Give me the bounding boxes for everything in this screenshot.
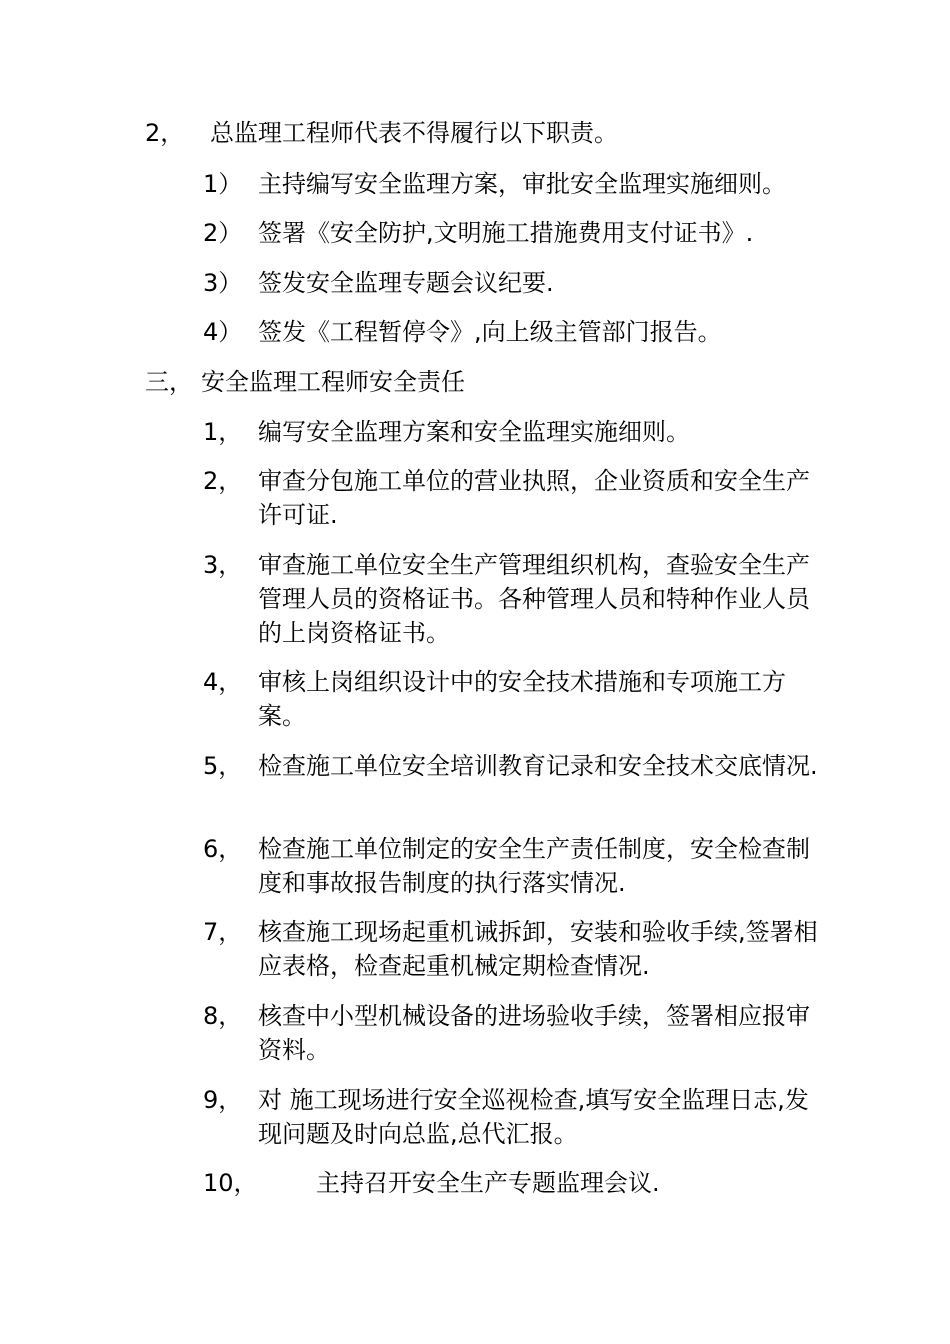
item-number: 2， (203, 467, 243, 495)
item-text: 检查施工单位制定的安全生产责任制度，安全检查制度和事故报告制度的执行落实情况. (258, 835, 810, 897)
item-number: 3） (203, 269, 243, 297)
item-number: 2） (203, 219, 243, 247)
item-number: 5， (203, 752, 243, 780)
item-number: 4） (203, 318, 243, 346)
section-3-number: 三， (145, 368, 193, 396)
item-text: 核查中小型机械设备的进场验收手续，签署相应报审资料。 (258, 1002, 810, 1064)
item-text: 审查分包施工单位的营业执照，企业资质和安全生产许可证. (258, 467, 810, 529)
item-text: 检查施工单位安全培训教育记录和安全技术交底情况. (258, 752, 818, 780)
item-text: 签发《工程暂停令》,向上级主管部门报告。 (258, 318, 722, 346)
item-number: 4， (203, 668, 243, 696)
item-text: 主持编写安全监理方案，审批安全监理实施细则。 (258, 170, 786, 198)
item-number: 3， (203, 551, 243, 579)
item-number: 10， (203, 1169, 258, 1197)
section-2-number: 2， (145, 119, 185, 147)
item-number: 7， (203, 918, 243, 946)
item-text: 审核上岗组织设计中的安全技术措施和专项施工方案。 (258, 668, 786, 730)
item-number: 1， (203, 418, 243, 446)
item-number: 8， (203, 1002, 243, 1030)
item-number: 1） (203, 170, 243, 198)
item-text: 核查施工现场起重机诫拆卸，安装和验收手续,签署相应表格，检查起重机械定期检查情况. (258, 918, 818, 980)
item-text: 主持召开安全生产专题监理会议. (316, 1169, 660, 1197)
item-text: 签署《安全防护,文明施工措施费用支付证书》. (258, 219, 754, 247)
item-text: 审查施工单位安全生产管理组织机构，查验安全生产管理人员的资格证书。各种管理人员和特种作业人员的上岗资格证书。 (258, 551, 810, 647)
item-number: 6， (203, 835, 243, 863)
section-2-title: 总监理工程师代表不得履行以下职责。 (210, 119, 618, 147)
section-3-title: 安全监理工程师安全责任 (201, 368, 465, 396)
item-text: 签发安全监理专题会议纪要. (258, 269, 554, 297)
item-text: 对 施工现场进行安全巡视检查,填写安全监理日志,发现问题及时向总监,总代汇报。 (258, 1086, 809, 1148)
item-text: 编写安全监理方案和安全监理实施细则。 (258, 418, 690, 446)
item-number: 9， (203, 1086, 243, 1114)
